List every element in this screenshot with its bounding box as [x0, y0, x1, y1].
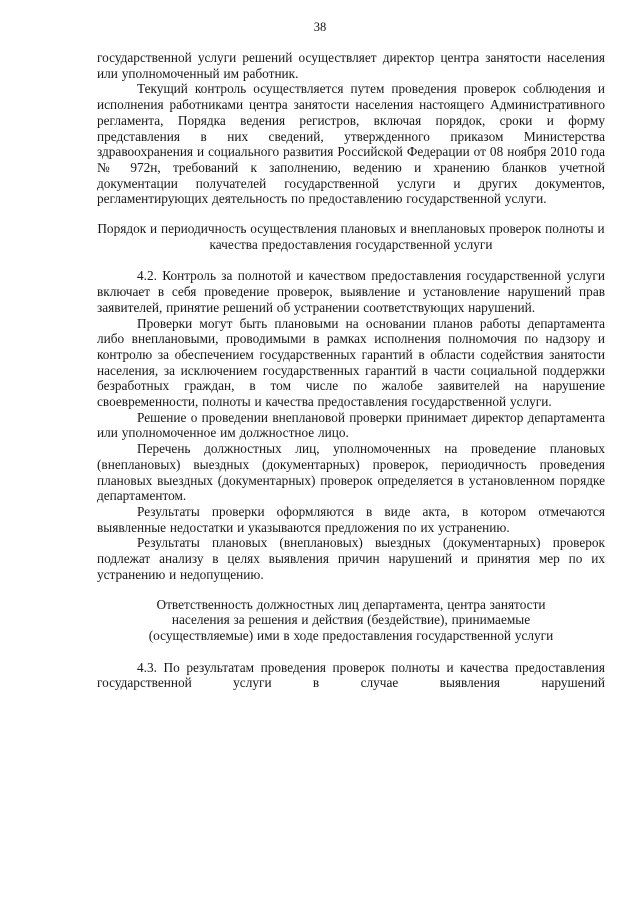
document-body: [97, 50, 605, 691]
paragraph-4-3: 4.3. По результатам проведения проверок полноты и качества предоставления государственной услуги в случае выявления нарушений: [97, 659, 605, 691]
paragraph: Решение о проведении внеплановой проверки принимает директор департамента или уполномоченное им должностное лицо.: [97, 409, 605, 441]
paragraph: Проверки могут быть плановыми на основании планов работы департамента либо внеплановыми, проводимыми в рамках исполнения полномочия по надзору и контролю за обеспечением государственных гарантий в области содействия занятости населения, за исключением государственных гарантий в части социальной поддержки безработных граждан, в том числе по жалобе заявителей на нарушение своевременности, полноты и качества предоставления государственной услуги.: [97, 315, 605, 410]
section-heading-inspections: Порядок и периодичность осуществления плановых и внеплановых проверок полноты и качества предоставления государственной услуги: [97, 221, 605, 252]
paragraph: Результаты плановых (внеплановых) выездных (документарных) проверок подлежат анализу в целях выявления причин нарушений и принятия мер по их устранению и недопущению.: [97, 535, 605, 582]
paragraph: Текущий контроль осуществляется путем проведения проверок соблюдения и исполнения работниками центра занятости населения настоящего Административного регламента, Порядка ведения регистров, включая порядок, сроки и форму представления в них сведений, утвержденного приказом Министерства здравоохранения и социального развития Российской Федерации от 08 ноября 2010 года № 972н, требований к заполнению, ведению и хранению бланков учетной документации получателей государственной услуги и других документов, регламентирующих деятельность по предоставлению государственной услуги.: [97, 81, 605, 207]
paragraph: Перечень должностных лиц, уполномоченных на проведение плановых (внеплановых) выездных (документарных) проверок, периодичность проведения плановых выездных (документарных) проверок определяется в установленном порядке департаментом.: [97, 441, 605, 504]
section-heading-responsibility: Ответственность должностных лиц департамента, центра занятости населения за решения и действия (бездействие), принимаемые (осуществляемые) ими в ходе предоставления государственной услуги: [148, 596, 554, 643]
paragraph: государственной услуги решений осуществляет директор центра занятости населения или уполномоченный им работник.: [97, 50, 605, 81]
paragraph-4-2: 4.2. Контроль за полнотой и качеством предоставления государственной услуги включает в себя проведение проверок, выявление и установление нарушений прав заявителей, принятие решений об устранении соответствующих нарушений.: [97, 268, 605, 315]
paragraph: Результаты проверки оформляются в виде акта, в котором отмечаются выявленные недостатки и указываются предложения по их устранению.: [97, 503, 605, 535]
page-number: 38: [313, 20, 327, 34]
